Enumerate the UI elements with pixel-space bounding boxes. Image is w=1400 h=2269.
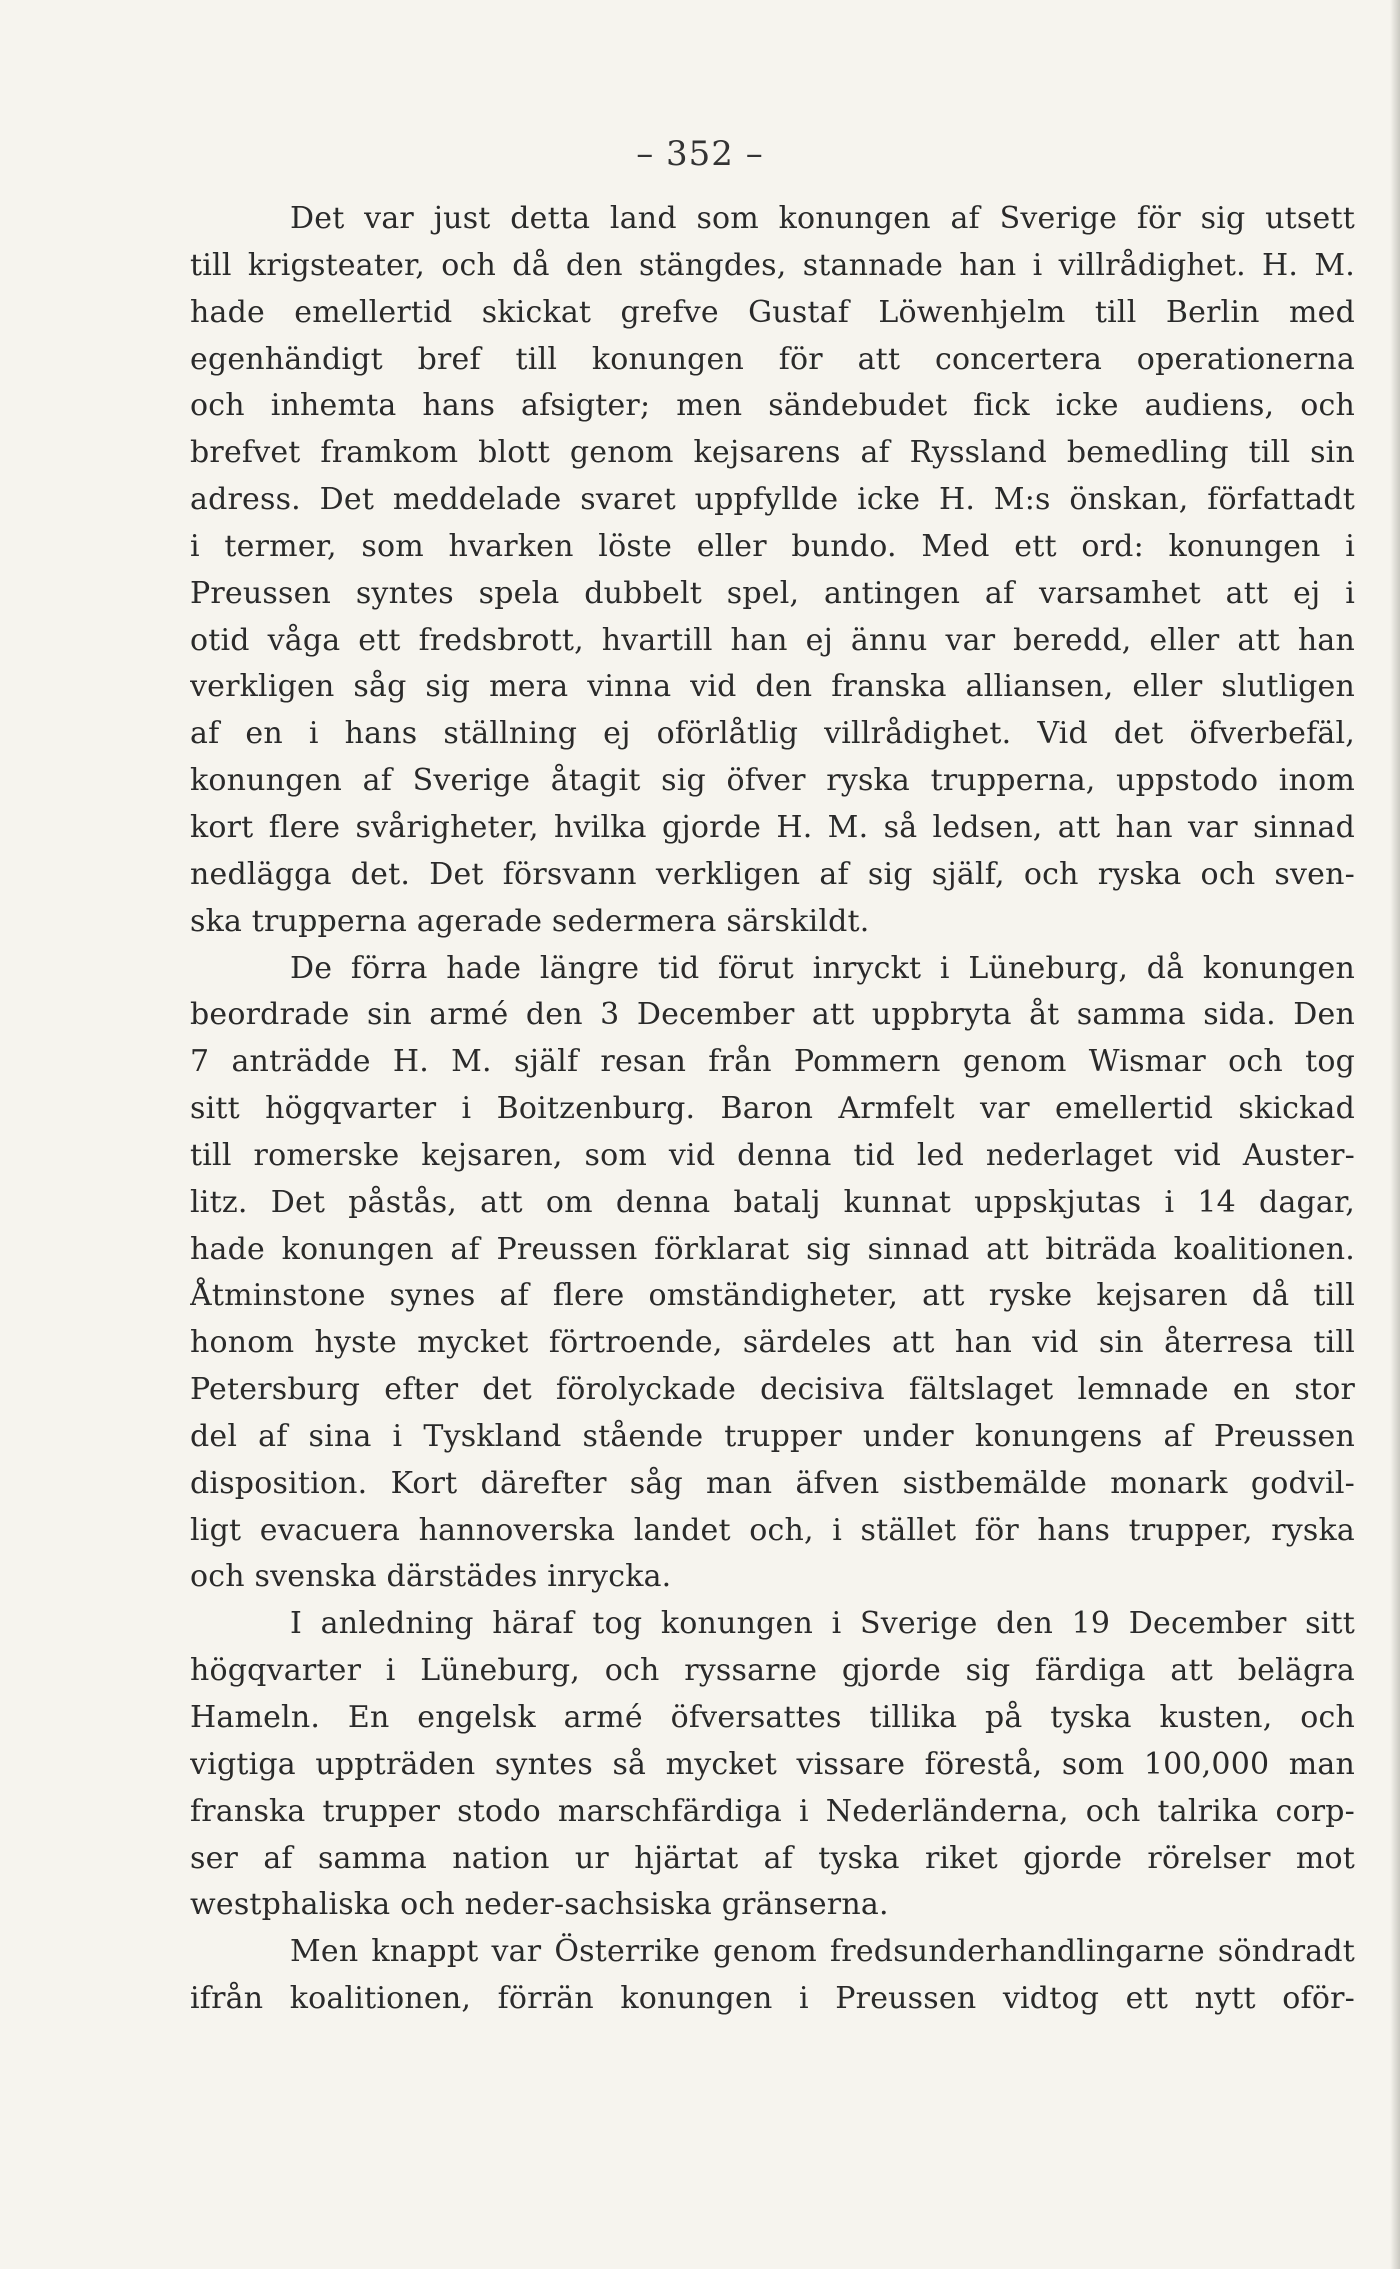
text-line: till romerske kejsaren, som vid denna tid led nederlaget vid Auster- xyxy=(190,1137,1355,1173)
text-line: vigtiga uppträden syntes så mycket vissare förestå, som 100,000 man xyxy=(190,1746,1355,1782)
paragraph-1 xyxy=(190,196,1355,946)
text-line: högqvarter i Lüneburg, och ryssarne gjorde sig färdiga att belägra xyxy=(190,1653,1355,1689)
text-line: franska trupper stodo marschfärdiga i Nederländerna, och talrika corp- xyxy=(190,1793,1355,1829)
text-line: och svenska därstädes inrycka. xyxy=(190,1559,672,1595)
text-line: konungen af Sverige åtagit sig öfver ryska trupperna, uppstodo inom xyxy=(190,763,1355,799)
text-line: adress. Det meddelade svaret uppfyllde icke H. M:s önskan, författadt xyxy=(190,482,1355,518)
text-line: Men knappt var Österrike genom fredsunderhandlingarne söndradt xyxy=(290,1934,1355,1970)
text-line: nedlägga det. Det försvann verkligen af sig själf, och ryska och sven- xyxy=(190,856,1355,892)
text-line: brefvet framkom blott genom kejsarens af Ryssland bemedling till sin xyxy=(190,435,1355,471)
text-line: ifrån koalitionen, förrän konungen i Preussen vidtog ett nytt oför- xyxy=(190,1981,1355,2017)
text-line: honom hyste mycket förtroende, särdeles att han vid sin återresa till xyxy=(190,1325,1355,1361)
text-line: disposition. Kort därefter såg man äfven sistbemälde monark godvil- xyxy=(190,1465,1355,1501)
text-line: De förra hade längre tid förut inryckt i Lüneburg, då konungen xyxy=(290,950,1355,986)
text-line: westphaliska och neder-sachsiska gränserna. xyxy=(190,1887,889,1923)
text-line: Det var just detta land som konungen af Sverige för sig utsett xyxy=(290,201,1355,236)
text-line: litz. Det påstås, att om denna batalj kunnat uppskjutas i 14 dagar, xyxy=(190,1184,1355,1220)
text-line: af en i hans ställning ej oförlåtlig villrådighet. Vid det öfverbefäl, xyxy=(190,716,1355,752)
paragraph-3 xyxy=(190,1601,1355,1929)
text-line: i termer, som hvarken löste eller bundo. Med ett ord: konungen i xyxy=(190,528,1355,564)
text-line: ser af samma nation ur hjärtat af tyska riket gjorde rörelser mot xyxy=(190,1840,1355,1876)
text-line: hade emellertid skickat grefve Gustaf Löwenhjelm till Berlin med xyxy=(190,294,1355,330)
text-line: Petersburg efter det förolyckade decisiva fältslaget lemnade en stor xyxy=(190,1372,1355,1408)
text-line: otid våga ett fredsbrott, hvartill han ej ännu var beredd, eller att han xyxy=(190,622,1355,658)
text-line: verkligen såg sig mera vinna vid den franska alliansen, eller slutligen xyxy=(190,669,1355,705)
paragraph-4 xyxy=(190,1929,1355,2023)
text-line: 7 anträdde H. M. själf resan från Pommern genom Wismar och tog xyxy=(190,1044,1355,1080)
text-line: beordrade sin armé den 3 December att uppbryta åt samma sida. Den xyxy=(190,997,1355,1033)
text-line: Åtminstone synes af flere omständigheter, att ryske kejsaren då till xyxy=(190,1278,1355,1314)
text-line: och inhemta hans afsigter; men sändebudet fick icke audiens, och xyxy=(190,388,1355,424)
text-line: sitt högqvarter i Boitzenburg. Baron Armfelt var emellertid skickad xyxy=(190,1091,1355,1127)
text-line: till krigsteater, och då den stängdes, stannade han i villrådighet. H. M. xyxy=(190,247,1355,283)
body-text xyxy=(190,196,1355,2023)
page-edge xyxy=(1390,0,1400,2269)
text-line: kort flere svårigheter, hvilka gjorde H. M. så ledsen, att han var sinnad xyxy=(190,809,1355,845)
text-line: egenhändigt bref till konungen för att concertera operationerna xyxy=(190,341,1355,377)
text-line: ligt evacuera hannoverska landet och, i stället för hans trupper, ryska xyxy=(190,1512,1355,1548)
text-line: ska trupperna agerade sedermera särskildt. xyxy=(190,903,870,939)
text-line: Preussen syntes spela dubbelt spel, antingen af varsamhet att ej i xyxy=(190,575,1355,611)
text-line: I anledning häraf tog konungen i Sverige den 19 December sitt xyxy=(290,1606,1355,1642)
paragraph-2 xyxy=(190,946,1355,1602)
text-line: Hameln. En engelsk armé öfversattes tillika på tyska kusten, och xyxy=(190,1700,1355,1735)
text-line: del af sina i Tyskland stående trupper under konungens af Preussen xyxy=(190,1418,1355,1454)
text-line: hade konungen af Preussen förklarat sig sinnad att biträda koalitionen. xyxy=(190,1231,1355,1267)
page-number: – 352 – xyxy=(636,134,764,174)
